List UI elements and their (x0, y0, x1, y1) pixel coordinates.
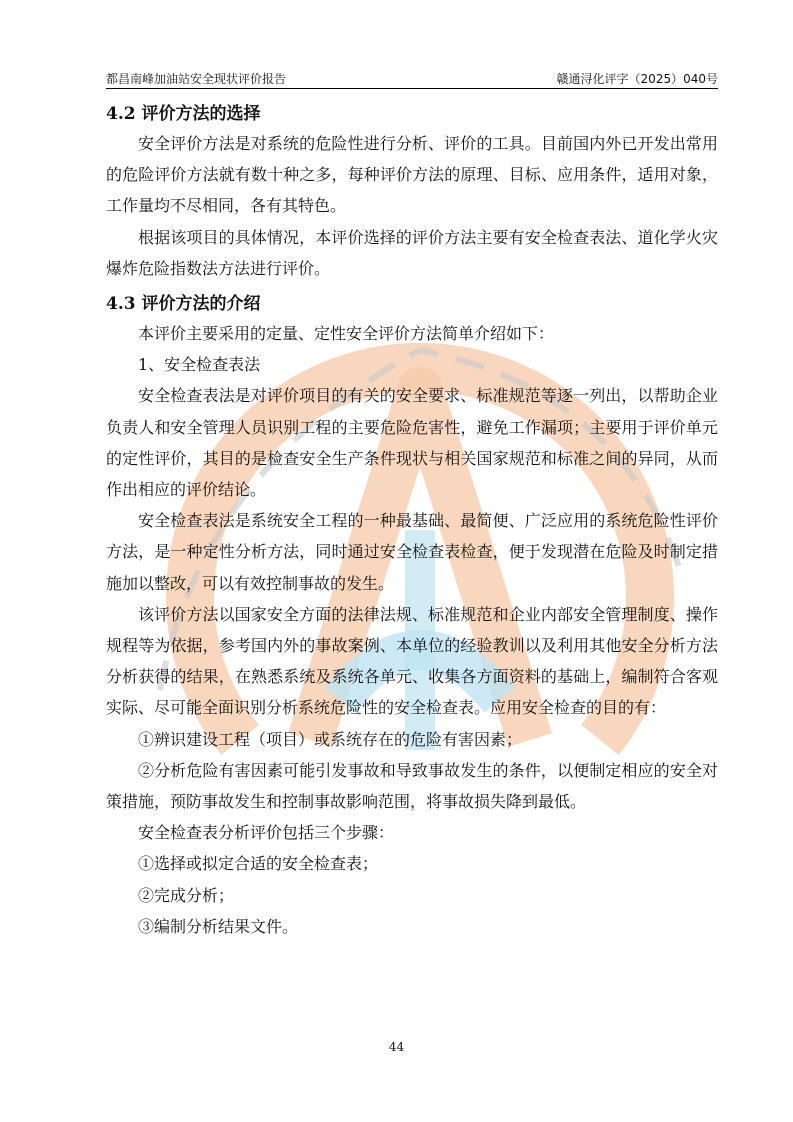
header-report-title: 都昌南峰加油站安全现状评价报告 (106, 72, 287, 86)
paragraph: 安全检查表法是系统安全工程的一种最基础、最简便、广泛应用的系统危险性评价方法，是一种定性分析方法，同时通过安全检查表检查，便于发现潜在危险及时制定措施加以整改，可以有效控制事故的发生。 (106, 511, 718, 593)
paragraph: 根据该项目的具体情况，本评价选择的评价方法主要有安全检查表法、道化学火灾爆炸危险指数法方法进行评价。 (106, 227, 718, 278)
paragraph: 该评价方法以国家安全方面的法律法规、标准规范和企业内部安全管理制度、操作规程等为依据，参考国内外的事故案例、本单位的经验教训以及利用其他安全分析方法分析获得的结果，在熟悉系统及系统各单元、收集各方面资料的基础上，编制符合客观实际、尽可能全面识别分析系统危险性的安全检查表。应用安全检查的目的有： (106, 604, 718, 718)
page-header (106, 70, 718, 88)
page-number: 44 (388, 1040, 405, 1054)
paragraph: 本评价主要采用的定量、定性安全评价方法简单介绍如下： (138, 324, 555, 344)
section-heading: 4.2 评价方法的选择 (106, 104, 261, 124)
header-divider (106, 88, 718, 89)
list-item: ②分析危险有害因素可能引发事故和导致事故发生的条件，以便制定相应的安全对策措施，预防事故发生和控制事故影响范围，将事故损失降到最低。 (106, 760, 718, 812)
paragraph: 安全检查表法是对评价项目的有关的安全要求、标准规范等逐一列出，以帮助企业负责人和安全管理人员识别工程的主要危险危害性，避免工作漏项；主要用于评价单元的定性评价，其目的是检查安全生产条件现状与相关国家规范和标准之间的异同，从而作出相应的评价结论。 (106, 386, 718, 500)
list-item: ②完成分析； (138, 885, 235, 905)
list-item: ③编制分析结果文件。 (138, 916, 299, 936)
document-body (106, 100, 718, 942)
paragraph: 安全评价方法是对系统的危险性进行分析、评价的工具。目前国内外已开发出常用的危险评价方法就有数十种之多，每种评价方法的原理、目标、应用条件，适用对象，工作量均不尽相同，各有其特色。 (106, 134, 718, 216)
section-heading: 4.3 评价方法的介绍 (106, 294, 261, 315)
list-heading: 1、安全检查表法 (138, 355, 261, 375)
list-item: ①选择或拟定合适的安全检查表； (138, 854, 379, 874)
list-item: ①辨识建设工程（项目）或系统存在的危险有害因素； (138, 729, 523, 749)
header-document-number: 赣通浔化评字（2025）040号 (556, 72, 718, 86)
paragraph: 安全检查表分析评价包括三个步骤： (138, 823, 395, 843)
